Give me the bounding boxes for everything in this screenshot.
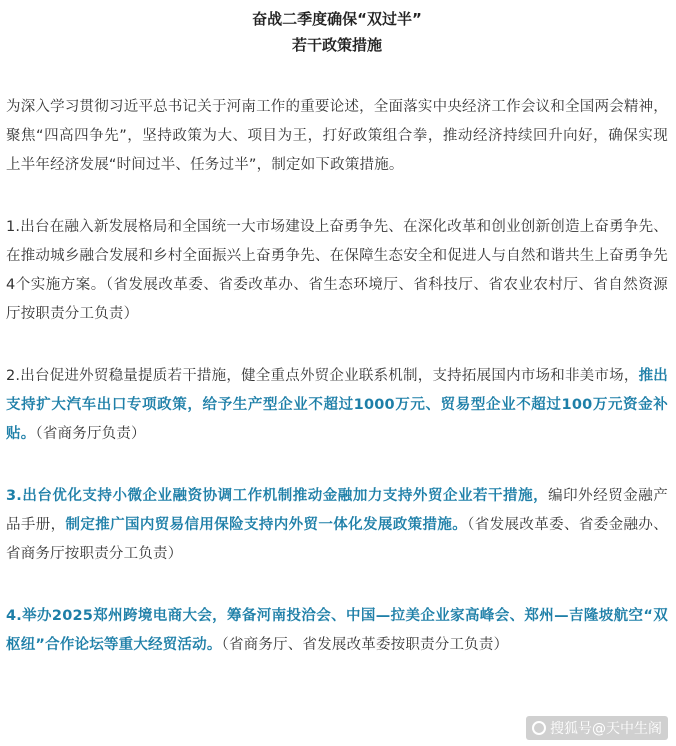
watermark xyxy=(526,716,668,740)
title-line-1: 奋战二季度确保“双过半” xyxy=(252,10,422,28)
measure-3-paragraph xyxy=(6,482,668,569)
measure-4-paragraph xyxy=(6,602,668,660)
measure-4-highlight: 4.举办2025郑州跨境电商大会，筹备河南投洽会、中国—拉美企业家高峰会、郑州—吉隆坡航空“双枢纽”合作论坛等重大经贸活动。 xyxy=(6,608,668,653)
measure-2-responsible: （省商务厅负责） xyxy=(35,426,146,442)
measure-2-highlight: 推出支持扩大汽车出口专项政策，给予生产型企业不超过1000万元、贸易型企业不超过100万元资金补贴。 xyxy=(6,368,668,442)
sohu-logo-icon xyxy=(532,721,546,735)
measure-4-responsible: （省商务厅、省发展改革委按职责分工负责） xyxy=(221,637,509,653)
measure-3-text: 编印外经贸金融产品手册， xyxy=(6,488,668,533)
measure-2-paragraph xyxy=(6,362,668,449)
measure-2-text: 2.出台促进外贸稳量提质若干措施，健全重点外贸企业联系机制，支持拓展国内市场和非美市场， xyxy=(6,368,639,384)
watermark-text: 搜狐号@天中生阁 xyxy=(550,721,662,737)
article-title xyxy=(6,6,668,58)
measure-3-responsible: （省发展改革委、省委金融办、省商务厅按职责分工负责） xyxy=(6,517,668,562)
measure-1-paragraph: 1.出台在融入新发展格局和全国统一大市场建设上奋勇争先、在深化改革和创业创新创造上奋勇争先、在推动城乡融合发展和乡村全面振兴上奋勇争先、在保障生态安全和促进人与自然和谐共生上奋勇争先4个实施方案。（省发展改革委、省委改革办、省生态环境厅、省科技厅、省农业农村厅、省自然资源厅按职责分工负责） xyxy=(6,219,668,322)
measure-3-highlight-2: 制定推广国内贸易信用保险支持内外贸一体化发展政策措施。 xyxy=(65,517,468,533)
title-line-2: 若干政策措施 xyxy=(291,36,382,54)
measure-3-highlight-1: 3.出台优化支持小微企业融资协调工作机制推动金融加力支持外贸企业若干措施， xyxy=(6,488,549,504)
intro-paragraph: 为深入学习贯彻习近平总书记关于河南工作的重要论述，全面落实中央经济工作会议和全国两会精神，聚焦“四高四争先”，坚持政策为大、项目为王，打好政策组合拳，推动经济持续回升向好，确保实现上半年经济发展“时间过半、任务过半”，制定如下政策措施。 xyxy=(6,99,668,173)
